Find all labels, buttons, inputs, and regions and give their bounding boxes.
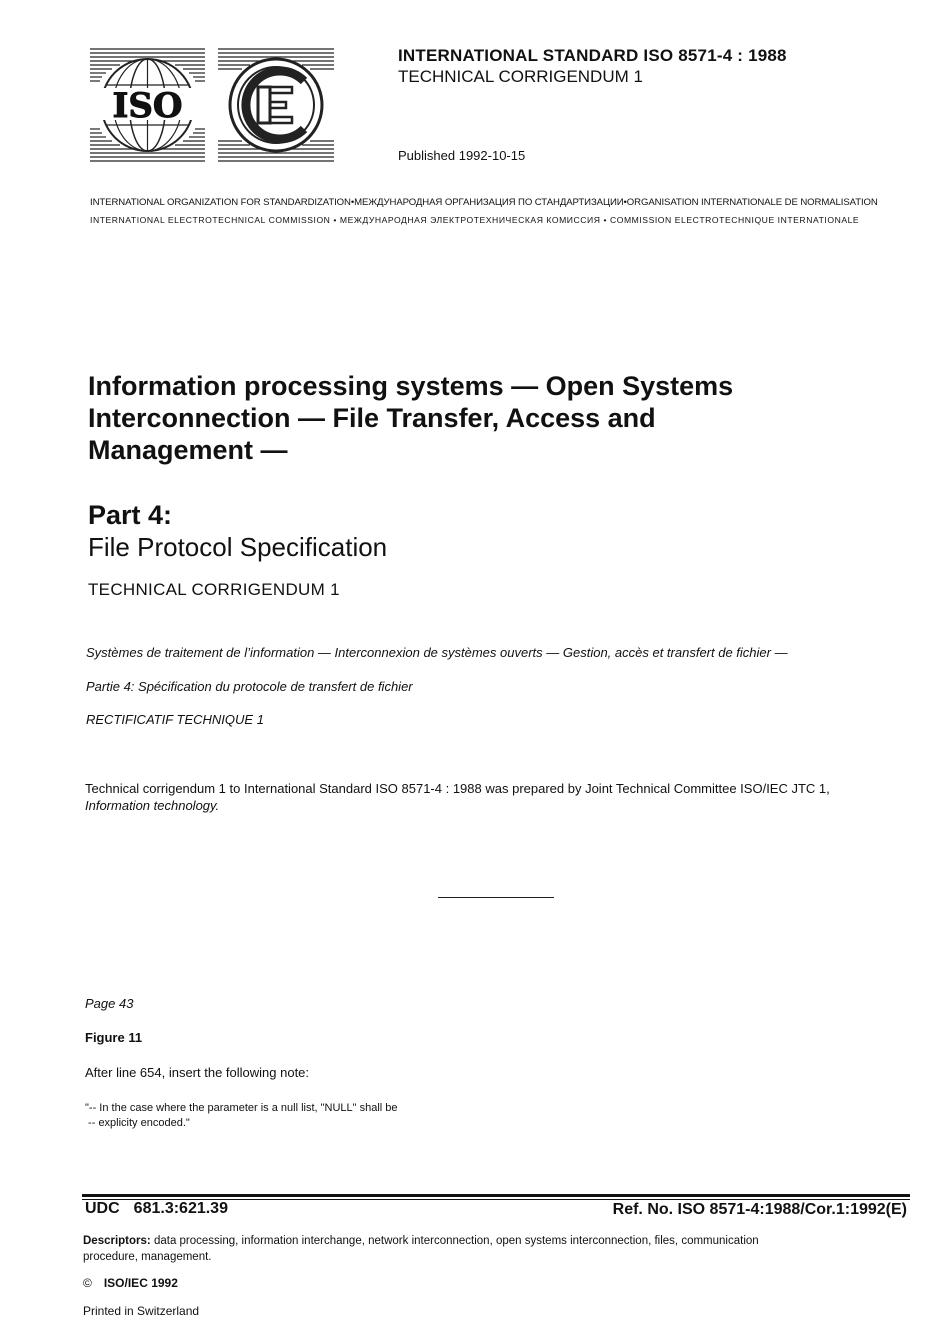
standard-number: INTERNATIONAL STANDARD ISO 8571-4 : 1988 [398, 46, 787, 65]
figure-reference: Figure 11 [85, 1030, 143, 1045]
published-date: Published 1992-10-15 [398, 148, 526, 163]
copyright-icon: © [83, 1276, 92, 1290]
document-title [88, 370, 848, 466]
svg-text:ISO: ISO [112, 86, 183, 126]
copyright [83, 1276, 178, 1290]
iso-iec-logos [90, 47, 334, 163]
note-line: "-- In the case where the parameter is a null list, "NULL" shall be [85, 1102, 398, 1114]
udc-value: 681.3:621.39 [133, 1200, 228, 1217]
part-corrigendum: TECHNICAL CORRIGENDUM 1 [88, 580, 340, 599]
section-divider [438, 897, 554, 898]
descriptors-label: Descriptors: [83, 1235, 151, 1247]
corrigendum-label: TECHNICAL CORRIGENDUM 1 [398, 67, 643, 86]
organization-line-iso: INTERNATIONAL ORGANIZATION FOR STANDARDIZATION•МЕЖДУНАРОДНАЯ ОРГАНИЗАЦИЯ ПО СТАНДАРТИЗАЦИИ•ORGANISATION INTERNATIONALE DE NORMALISATION [90, 197, 878, 208]
copyright-holder: ISO/IEC 1992 [103, 1276, 178, 1290]
iso-logo [90, 49, 205, 161]
part-label: Part 4: [88, 500, 173, 530]
title-line: Interconnection — File Transfer, Access and [88, 403, 656, 433]
title-line: Information processing systems — Open Systems [88, 371, 734, 401]
organization-line-iec: INTERNATIONAL ELECTROTECHNICAL COMMISSION • МЕЖДУНАРОДНАЯ ЭЛЕКТРОТЕХНИЧЕСКАЯ КОМИССИЯ • COMMISSION ELECTROTECHNIQUE INTERNATIONALE [90, 215, 860, 225]
committee-name: Information technology. [85, 798, 220, 813]
reference-number: Ref. No. ISO 8571-4:1988/Cor.1:1992(E) [612, 1201, 907, 1218]
printed-location: Printed in Switzerland [83, 1304, 200, 1318]
french-corrigendum: RECTIFICATIF TECHNIQUE 1 [86, 712, 264, 727]
iec-logo [218, 49, 334, 161]
udc-label: UDC [85, 1200, 120, 1217]
note-line: -- explicity encoded." [85, 1117, 190, 1129]
descriptors-text-continued: procedure, management. [83, 1251, 212, 1263]
french-title: Systèmes de traitement de l’information — Interconnexion de systèmes ouverts — Gestion, accès et transfert de fichier — [86, 645, 788, 660]
preparation-paragraph [85, 780, 910, 814]
descriptors [83, 1233, 909, 1265]
amendment-instruction: After line 654, insert the following note: [85, 1065, 310, 1080]
page-reference: Page 43 [85, 996, 134, 1011]
inserted-note [85, 1101, 398, 1131]
footer-rule [82, 1194, 910, 1197]
title-line: Management — [88, 435, 288, 465]
descriptors-text: data processing, information interchange, network interconnection, open systems interconnection, files, communication [153, 1235, 759, 1247]
french-part-title: Partie 4: Spécification du protocole de transfert de fichier [86, 679, 413, 694]
udc-classification [85, 1200, 228, 1218]
part-title: File Protocol Specification [88, 532, 388, 562]
preparation-text: Technical corrigendum 1 to International Standard ISO 8571-4 : 1988 was prepared by Joint Technical Committee ISO/IEC JTC 1, [85, 781, 830, 796]
